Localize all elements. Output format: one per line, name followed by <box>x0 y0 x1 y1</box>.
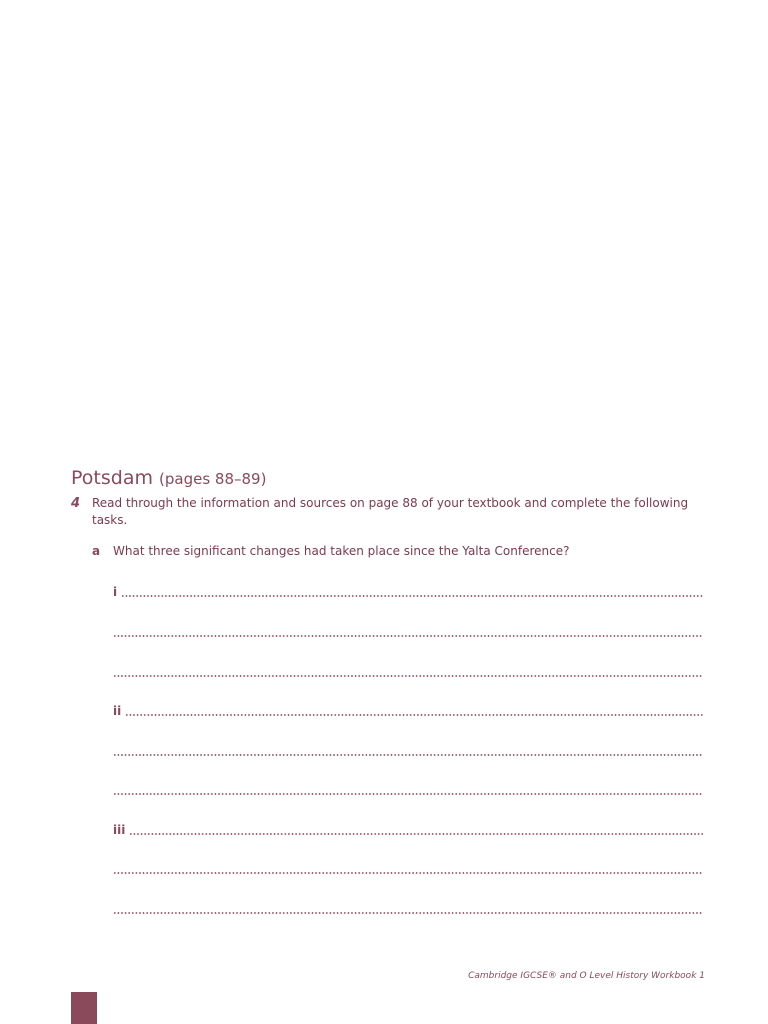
answer-line-ii-1[interactable] <box>113 703 703 717</box>
section-pages: (pages 88–89) <box>159 470 267 488</box>
answer-line-iii-1[interactable] <box>113 822 703 836</box>
question-text: Read through the information and sources on page 88 of your textbook and complete the following tasks. <box>92 496 689 527</box>
answer-label-i: i <box>113 585 118 599</box>
footer-text: Cambridge IGCSE® and O Level History Workbook 1 <box>468 971 705 981</box>
answer-line-i-3[interactable] <box>113 664 703 678</box>
dotted-line <box>113 872 703 874</box>
dotted-line <box>113 912 703 914</box>
dotted-line <box>113 675 703 677</box>
answer-line-i-1[interactable] <box>113 584 703 598</box>
answer-line-ii-2[interactable] <box>113 743 703 757</box>
subquestion-text: What three significant changes had taken place since the Yalta Conference? <box>113 544 570 558</box>
answer-label-iii: iii <box>113 823 126 837</box>
answer-line-ii-3[interactable] <box>113 782 703 796</box>
dotted-line <box>121 595 703 597</box>
page-tab-marker <box>71 992 97 1024</box>
section-title <box>71 467 266 489</box>
dotted-line <box>113 793 703 795</box>
dotted-line <box>129 833 703 835</box>
subquestion-letter: a <box>92 544 101 558</box>
answer-line-iii-3[interactable] <box>113 901 703 915</box>
question-number: 4 <box>71 496 81 511</box>
dotted-line <box>113 754 703 756</box>
dotted-line <box>113 635 703 637</box>
answer-line-iii-2[interactable] <box>113 861 703 875</box>
answer-line-i-2[interactable] <box>113 624 703 638</box>
section-title-text: Potsdam <box>71 467 153 489</box>
dotted-line <box>125 714 703 716</box>
answer-label-ii: ii <box>113 704 122 718</box>
